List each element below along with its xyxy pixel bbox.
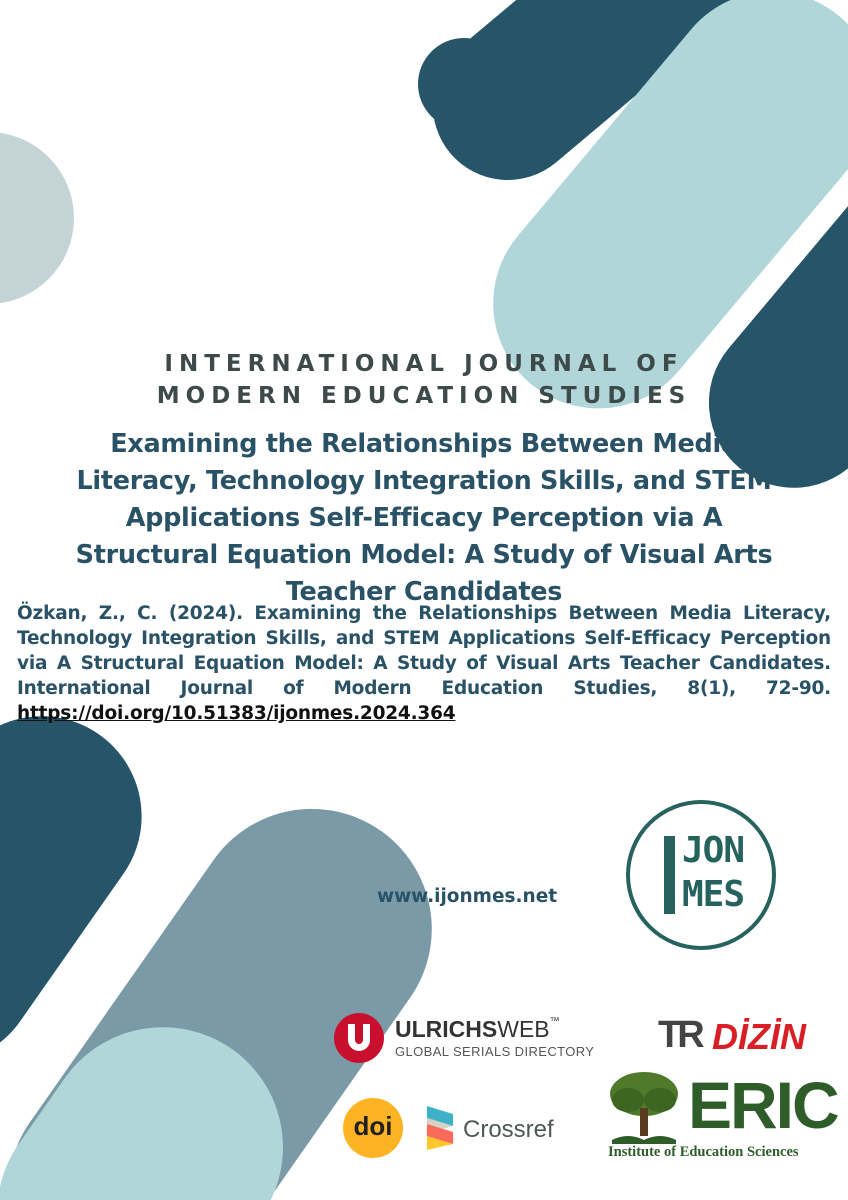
ulrichsweb-icon — [333, 1012, 385, 1064]
left-pale-circle — [0, 132, 74, 304]
ijonmes-logo — [626, 800, 776, 950]
trdizin-dizin: DİZİN — [712, 1016, 806, 1057]
ulrichsweb-name — [395, 1016, 560, 1043]
eric-logo — [606, 1070, 838, 1166]
title-line: Teacher Candidates — [285, 577, 563, 607]
eric-subtitle: Institute of Education Sciences — [608, 1144, 799, 1160]
ijonmes-line1: JON — [682, 830, 745, 871]
tree-icon — [606, 1070, 682, 1146]
trdizin-tr: TR — [658, 1014, 701, 1056]
ulrichsweb-name-light: WEB — [497, 1016, 550, 1042]
crossref-icon — [425, 1104, 459, 1150]
ulrichsweb-tm: ™ — [549, 1016, 560, 1027]
website-link[interactable]: www.ijonmes.net — [377, 886, 558, 907]
ulrichsweb-logo — [333, 1010, 613, 1066]
top-dark-circle — [418, 38, 510, 130]
ulrichsweb-subtitle: GLOBAL SERIALS DIRECTORY — [395, 1044, 595, 1059]
doi-link[interactable]: https://doi.org/10.51383/ijonmes.2024.364 — [17, 703, 456, 724]
crossref-text: Crossref — [463, 1116, 554, 1143]
title-line: Structural Equation Model: A Study of Visual Arts — [75, 540, 773, 570]
title-line: Examining the Relationships Between Media — [110, 429, 738, 459]
citation — [17, 601, 831, 726]
title-line: Literacy, Technology Integration Skills, and STEM — [76, 466, 772, 496]
ijonmes-bar — [664, 836, 675, 914]
journal-name-line2: MODERN EDUCATION STUDIES — [156, 383, 692, 409]
journal-name-line1: INTERNATIONAL JOURNAL OF — [164, 351, 684, 377]
doi-logo — [343, 1098, 403, 1158]
article-title — [0, 426, 848, 611]
ulrichsweb-name-bold: ULRICHS — [395, 1016, 498, 1042]
trdizin-logo — [658, 1014, 828, 1064]
journal-name — [0, 348, 848, 412]
citation-text: Özkan, Z., C. (2024). Examining the Relationships Between Media Literacy, Technology Integration Skills, and STEM Applications Self-Efficacy Perception via A Structural Equation Model: A Study of Visual Arts Teacher Candidates. International Journal of Modern Education Studies, 8(1), 72-90. — [17, 603, 831, 699]
ijonmes-line2: MES — [682, 874, 745, 915]
crossref-logo — [425, 1104, 575, 1154]
eric-name: ERIC — [688, 1068, 838, 1142]
doi-text: doi — [353, 1111, 393, 1141]
title-line: Applications Self-Efficacy Perception via A — [125, 503, 723, 533]
